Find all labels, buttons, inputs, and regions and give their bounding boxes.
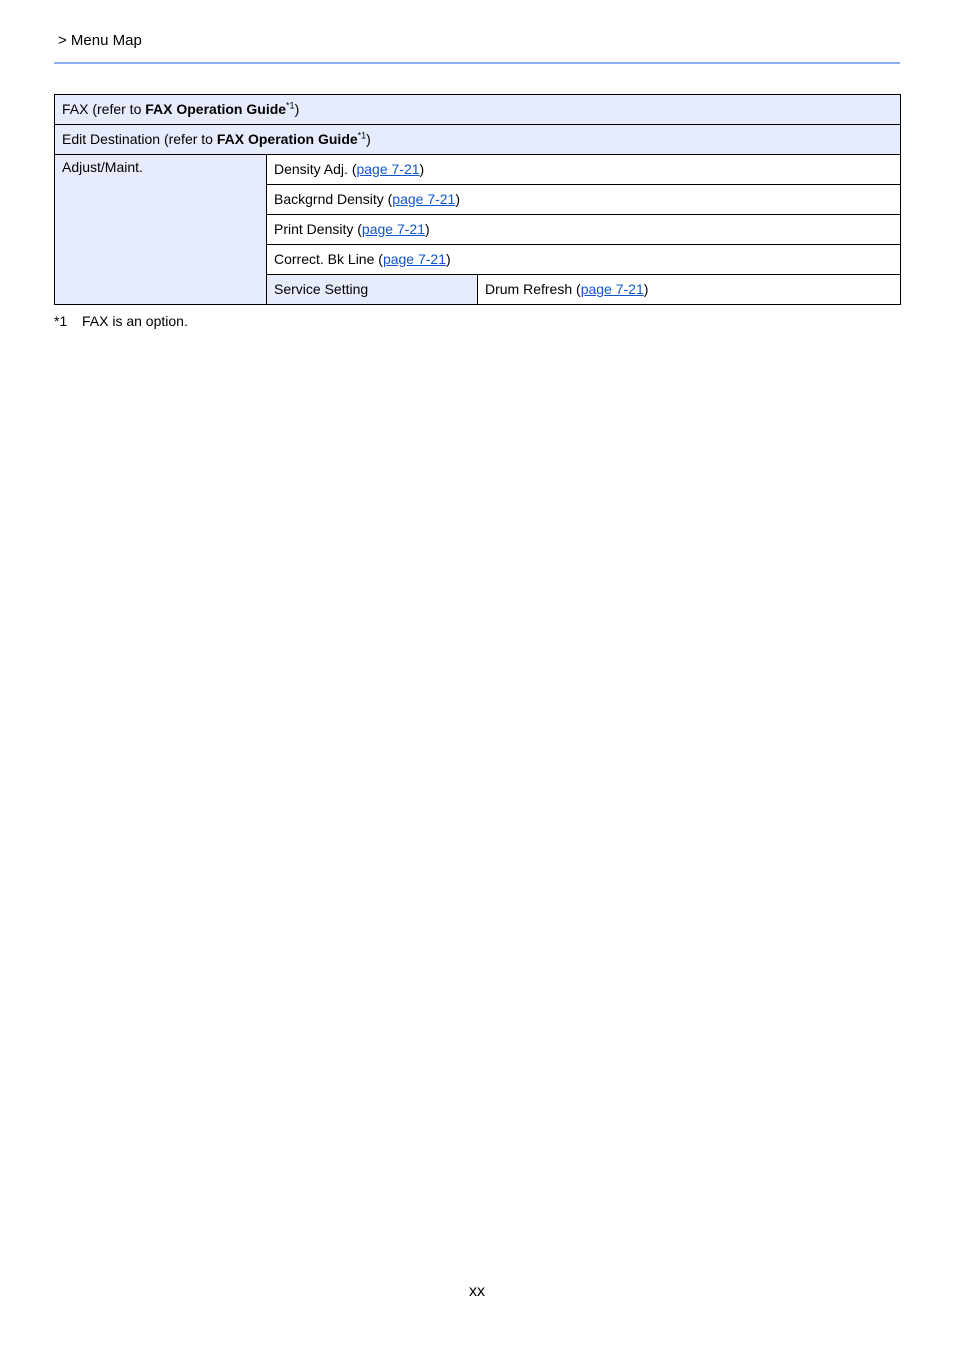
backgrnd-density-page-link[interactable]: page 7-21: [392, 191, 456, 207]
print-density-close: ): [424, 221, 430, 237]
drum-refresh-close: ): [643, 281, 649, 297]
correct-bk-line-cell: [267, 245, 901, 275]
adjust-maint-cell: Adjust/Maint.: [55, 155, 267, 305]
table-row-fax: [55, 95, 901, 125]
fax-cell: [55, 95, 901, 125]
drum-refresh-label: Drum Refresh (: [485, 281, 581, 297]
edit-destination-guide-title: FAX Operation Guide: [216, 131, 358, 147]
edit-destination-footnote-ref: *1: [357, 130, 367, 141]
print-density-label: Print Density (: [274, 221, 362, 237]
backgrnd-density-close: ): [455, 191, 461, 207]
breadcrumb: > Menu Map: [58, 32, 142, 49]
correct-bk-line-page-link[interactable]: page 7-21: [382, 251, 446, 267]
header-divider: [54, 62, 900, 64]
correct-bk-line-label: Correct. Bk Line (: [274, 251, 383, 267]
table-row-edit-destination: [55, 125, 901, 155]
drum-refresh-cell: [478, 275, 901, 305]
density-adj-cell: [267, 155, 901, 185]
density-adj-page-link[interactable]: page 7-21: [356, 161, 420, 177]
print-density-page-link[interactable]: page 7-21: [361, 221, 425, 237]
footnote-text: FAX is an option.: [82, 313, 188, 329]
fax-suffix: ): [294, 101, 300, 117]
service-setting-cell: Service Setting: [267, 275, 478, 305]
fax-guide-title: FAX Operation Guide: [145, 101, 287, 117]
fax-prefix: FAX (refer to: [62, 101, 146, 117]
correct-bk-line-close: ): [446, 251, 451, 267]
menu-map-table: [54, 94, 901, 305]
fax-footnote-ref: *1: [286, 100, 295, 111]
page-number: xx: [469, 1283, 485, 1300]
density-adj-label: Density Adj. (: [274, 161, 357, 177]
footnote-mark: *1: [54, 313, 68, 329]
backgrnd-density-label: Backgrnd Density (: [274, 191, 393, 207]
edit-destination-cell: [55, 125, 901, 155]
footnote: [54, 313, 188, 330]
edit-destination-suffix: ): [366, 131, 371, 147]
table-row-density-adj: [55, 155, 901, 185]
drum-refresh-page-link[interactable]: page 7-21: [580, 281, 644, 297]
edit-destination-prefix: Edit Destination (refer to: [62, 131, 217, 147]
print-density-cell: [267, 215, 901, 245]
backgrnd-density-cell: [267, 185, 901, 215]
density-adj-close: ): [419, 161, 425, 177]
